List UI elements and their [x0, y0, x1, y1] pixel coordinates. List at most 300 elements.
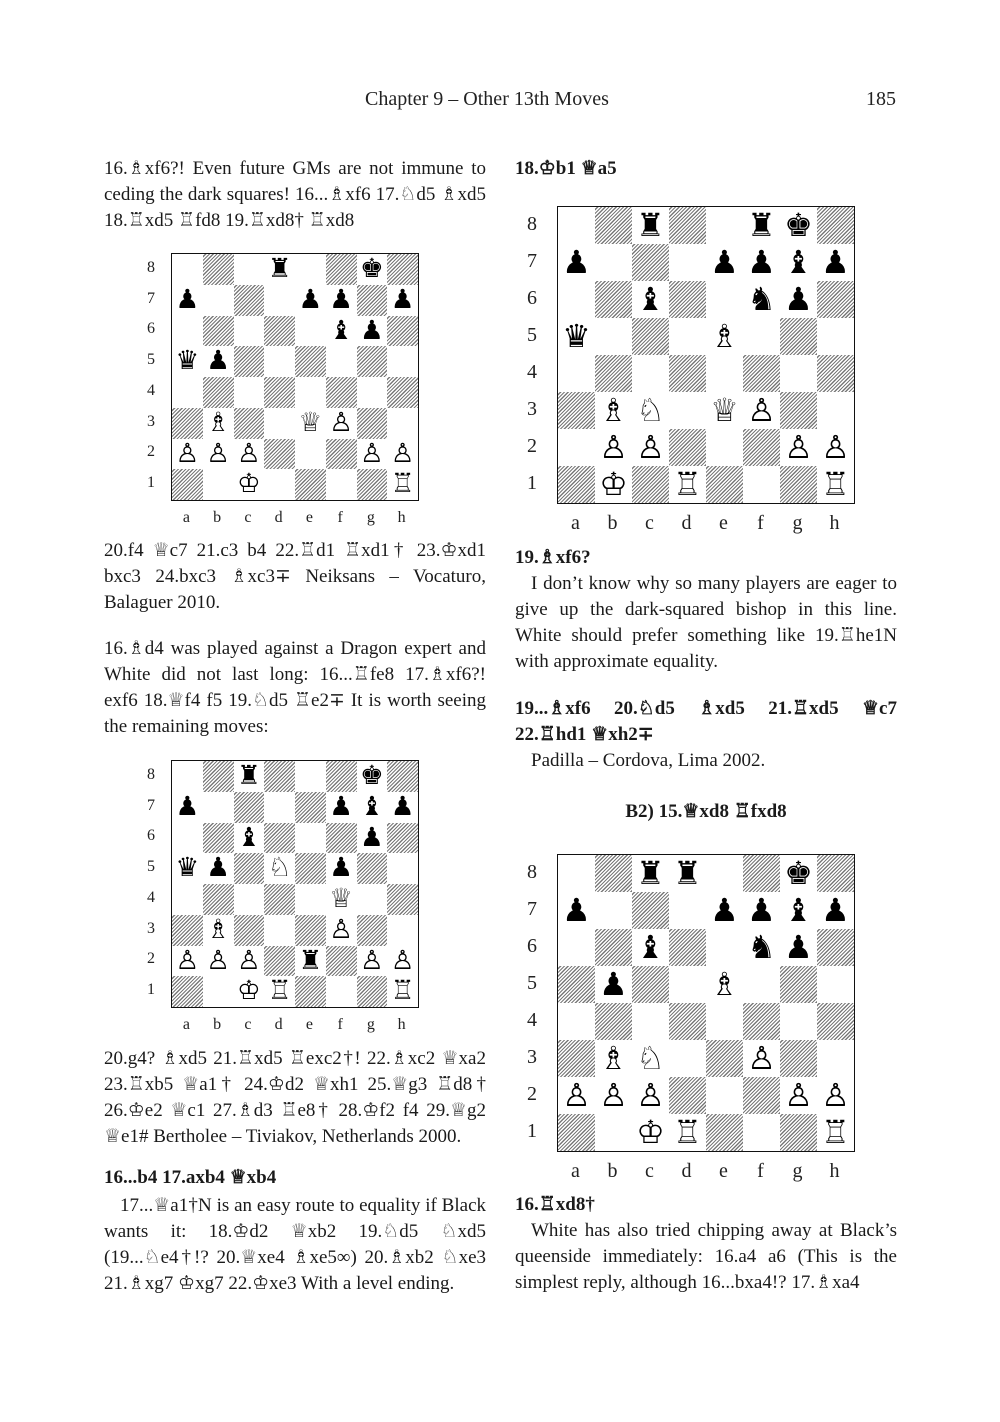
- square-c1: [632, 466, 669, 503]
- rank-label-8: 8: [527, 212, 537, 235]
- file-label-d: d: [274, 509, 283, 526]
- square-b5: [595, 318, 632, 355]
- square-h8: [387, 254, 418, 285]
- square-b7: [595, 244, 632, 281]
- square-g4: [357, 377, 388, 408]
- white-pawn-h2: ♙: [387, 439, 418, 470]
- square-a1: [558, 1114, 595, 1151]
- square-e5: [295, 346, 326, 377]
- white-king-c1: ♔: [234, 976, 265, 1007]
- square-h5: [817, 966, 854, 1003]
- file-label-b: b: [213, 1016, 222, 1033]
- black-bishop-c6: ♝: [632, 929, 669, 966]
- square-d8: [264, 761, 295, 792]
- file-label-e: e: [305, 509, 313, 526]
- square-e3: [295, 915, 326, 946]
- black-pawn-a7: ♟: [172, 285, 203, 316]
- square-f2: [743, 429, 780, 466]
- white-pawn-h2: ♙: [817, 429, 854, 466]
- black-queen-a5: ♛: [172, 853, 203, 884]
- right-paragraph-3: White has also tried chipping away at Black’s queenside immediately: 16.a4 a6 (This is the simplest reply, although 16...bxa4!? 17.♗xa4: [515, 1220, 897, 1293]
- square-e2: [706, 429, 743, 466]
- square-h4: [817, 1003, 854, 1040]
- black-rook-f8: ♜: [743, 207, 780, 244]
- black-rook-c8: ♜: [632, 207, 669, 244]
- square-b4: [203, 377, 234, 408]
- square-d6: [264, 823, 295, 854]
- black-pawn-b5: ♟: [595, 966, 632, 1003]
- black-bishop-f6: ♝: [326, 316, 357, 347]
- white-king-c1: ♔: [234, 469, 265, 500]
- file-label-b: b: [607, 1160, 618, 1182]
- white-pawn-c2: ♙: [234, 439, 265, 470]
- square-b6: [595, 281, 632, 318]
- left-paragraph-2: 20.f4 ♕c7 21.c3 b4 22.♖d1 ♖xd1† 23.♔xd1 bxc3 24.bxc3 ♗xc3∓ Neiksans – Vocaturo, Balaguer 2010.: [104, 540, 486, 613]
- white-king-b1: ♔: [595, 466, 632, 503]
- square-d8: [669, 207, 706, 244]
- square-f1: [743, 1114, 780, 1151]
- white-queen-e3: ♕: [706, 392, 743, 429]
- rank-label-2: 2: [147, 443, 155, 461]
- page-number: 185: [866, 88, 896, 110]
- file-label-c: c: [645, 512, 654, 534]
- white-pawn-b2: ♙: [203, 439, 234, 470]
- white-pawn-b2: ♙: [595, 1077, 632, 1114]
- square-d7: [264, 285, 295, 316]
- square-g3: [780, 392, 817, 429]
- square-d4: [264, 884, 295, 915]
- rank-label-4: 4: [527, 360, 537, 383]
- rank-label-5: 5: [527, 971, 537, 994]
- square-d6: [669, 929, 706, 966]
- square-b4: [595, 1003, 632, 1040]
- square-h6: [387, 316, 418, 347]
- left-paragraph-5: 17...♕a1†N is an easy route to equality if Black wants it: 18.♔d2 ♕xb2 19.♘d5 ♘xd5 (19...♘e4†!? 20.♕xe4 ♗xe5∞) 20.♗xb2 ♘xe3 21.♗xg7 ♔xg7 22.♔xe3 With a level ending.: [104, 1195, 486, 1294]
- square-d7: [669, 244, 706, 281]
- square-a8: [172, 761, 203, 792]
- square-f4: [743, 1003, 780, 1040]
- square-g1: [357, 976, 388, 1007]
- black-pawn-g6: ♟: [357, 823, 388, 854]
- black-queen-a5: ♛: [558, 318, 595, 355]
- square-c7: [234, 792, 265, 823]
- square-d1: [264, 469, 295, 500]
- square-d2: [264, 946, 295, 977]
- chess-diagram-1: [171, 253, 419, 501]
- black-pawn-a7: ♟: [558, 892, 595, 929]
- right-paragraph-2: Padilla – Cordova, Lima 2002.: [531, 750, 766, 771]
- chess-diagram-2: [171, 760, 419, 1008]
- black-rook-c8: ♜: [632, 855, 669, 892]
- rank-label-2: 2: [147, 950, 155, 968]
- white-knight-c3: ♘: [632, 392, 669, 429]
- black-bishop-g7: ♝: [357, 792, 388, 823]
- rank-label-3: 3: [527, 1045, 537, 1068]
- white-pawn-g2: ♙: [780, 429, 817, 466]
- square-b4: [595, 355, 632, 392]
- white-bishop-b3: ♗: [203, 915, 234, 946]
- square-f2: [743, 1077, 780, 1114]
- white-rook-h1: ♖: [817, 466, 854, 503]
- square-e4: [706, 1003, 743, 1040]
- white-bishop-b3: ♗: [595, 1040, 632, 1077]
- file-label-e: e: [719, 1160, 728, 1182]
- square-a6: [558, 929, 595, 966]
- file-label-h: h: [397, 1016, 406, 1033]
- file-label-f: f: [337, 1016, 343, 1033]
- black-pawn-e7: ♟: [706, 244, 743, 281]
- black-pawn-f7: ♟: [326, 792, 357, 823]
- square-a3: [558, 392, 595, 429]
- square-d3: [264, 915, 295, 946]
- square-e4: [295, 377, 326, 408]
- square-f5: [743, 966, 780, 1003]
- square-a6: [172, 316, 203, 347]
- white-pawn-b2: ♙: [203, 946, 234, 977]
- square-e1: [295, 976, 326, 1007]
- file-label-g: g: [792, 1160, 803, 1182]
- file-label-f: f: [757, 512, 764, 534]
- square-c4: [632, 355, 669, 392]
- file-label-g: g: [366, 509, 375, 526]
- square-a1: [172, 469, 203, 500]
- file-label-f: f: [337, 509, 343, 526]
- black-knight-f6: ♞: [743, 281, 780, 318]
- square-d4: [669, 1003, 706, 1040]
- file-label-d: d: [681, 512, 692, 534]
- square-d2: [669, 429, 706, 466]
- rank-label-2: 2: [527, 1082, 537, 1105]
- white-king-c1: ♔: [632, 1114, 669, 1151]
- square-a8: [172, 254, 203, 285]
- file-label-c: c: [244, 509, 252, 526]
- square-b6: [203, 823, 234, 854]
- rank-label-7: 7: [147, 796, 155, 814]
- square-a3: [172, 408, 203, 439]
- square-g4: [780, 1003, 817, 1040]
- white-rook-d1: ♖: [669, 466, 706, 503]
- rank-label-6: 6: [147, 320, 155, 338]
- square-b7: [203, 285, 234, 316]
- square-e2: [706, 1077, 743, 1114]
- black-pawn-b5: ♟: [203, 346, 234, 377]
- square-h3: [817, 392, 854, 429]
- black-pawn-e7: ♟: [295, 285, 326, 316]
- rank-label-6: 6: [527, 934, 537, 957]
- square-h3: [387, 408, 418, 439]
- square-b4: [203, 884, 234, 915]
- rank-label-4: 4: [147, 381, 155, 399]
- square-e8: [295, 254, 326, 285]
- square-b1: [203, 469, 234, 500]
- rank-label-1: 1: [147, 981, 155, 999]
- square-g3: [357, 915, 388, 946]
- white-pawn-g2: ♙: [357, 946, 388, 977]
- black-pawn-g6: ♟: [780, 929, 817, 966]
- rank-label-5: 5: [147, 858, 155, 876]
- square-c5: [632, 966, 669, 1003]
- square-d2: [669, 1077, 706, 1114]
- black-king-g8: ♚: [357, 254, 388, 285]
- square-c6: [234, 316, 265, 347]
- right-heading-2: 19.♗xf6?: [515, 547, 591, 568]
- square-b8: [203, 761, 234, 792]
- file-label-b: b: [607, 512, 618, 534]
- white-pawn-h2: ♙: [817, 1077, 854, 1114]
- square-h4: [817, 355, 854, 392]
- square-e6: [295, 316, 326, 347]
- rank-label-3: 3: [147, 919, 155, 937]
- square-f1: [743, 466, 780, 503]
- right-heading-1: 18.♔b1 ♕a5: [515, 158, 617, 179]
- square-b1: [595, 1114, 632, 1151]
- white-bishop-b3: ♗: [203, 408, 234, 439]
- white-rook-h1: ♖: [817, 1114, 854, 1151]
- square-d5: [669, 966, 706, 1003]
- square-h3: [387, 915, 418, 946]
- square-h5: [387, 346, 418, 377]
- white-rook-d1: ♖: [669, 1114, 706, 1151]
- black-queen-a5: ♛: [172, 346, 203, 377]
- file-label-e: e: [719, 512, 728, 534]
- square-e6: [706, 929, 743, 966]
- square-a5: [558, 966, 595, 1003]
- square-h5: [817, 318, 854, 355]
- square-e1: [706, 1114, 743, 1151]
- square-e6: [706, 281, 743, 318]
- square-c5: [234, 853, 265, 884]
- square-a3: [172, 915, 203, 946]
- square-e8: [295, 761, 326, 792]
- black-pawn-a7: ♟: [172, 792, 203, 823]
- square-f5: [743, 318, 780, 355]
- square-g4: [357, 884, 388, 915]
- square-a6: [172, 823, 203, 854]
- square-d5: [264, 346, 295, 377]
- square-g5: [780, 966, 817, 1003]
- square-h6: [817, 281, 854, 318]
- square-f1: [326, 976, 357, 1007]
- square-g1: [780, 466, 817, 503]
- square-e7: [295, 792, 326, 823]
- white-pawn-b2: ♙: [595, 429, 632, 466]
- square-c4: [234, 884, 265, 915]
- black-pawn-e7: ♟: [706, 892, 743, 929]
- square-c4: [234, 377, 265, 408]
- white-pawn-c2: ♙: [632, 1077, 669, 1114]
- file-label-g: g: [792, 512, 803, 534]
- square-a2: [558, 429, 595, 466]
- square-g5: [357, 853, 388, 884]
- rank-label-4: 4: [147, 888, 155, 906]
- file-label-a: a: [571, 1160, 580, 1182]
- square-f4: [326, 377, 357, 408]
- chapter-title: Chapter 9 – Other 13th Moves: [365, 88, 609, 110]
- white-pawn-f3: ♙: [743, 392, 780, 429]
- square-h3: [817, 1040, 854, 1077]
- file-label-b: b: [213, 509, 222, 526]
- chess-diagram-4: [557, 854, 855, 1152]
- square-c5: [234, 346, 265, 377]
- white-rook-d1: ♖: [264, 976, 295, 1007]
- file-label-h: h: [397, 509, 406, 526]
- square-f4: [743, 355, 780, 392]
- black-king-g8: ♚: [780, 207, 817, 244]
- square-g7: [357, 285, 388, 316]
- square-a1: [172, 976, 203, 1007]
- square-d6: [264, 316, 295, 347]
- black-pawn-h7: ♟: [387, 792, 418, 823]
- black-pawn-g6: ♟: [357, 316, 388, 347]
- white-knight-c3: ♘: [632, 1040, 669, 1077]
- rank-label-1: 1: [527, 471, 537, 494]
- white-pawn-c2: ♙: [632, 429, 669, 466]
- black-pawn-f7: ♟: [326, 285, 357, 316]
- rank-label-8: 8: [147, 765, 155, 783]
- square-d4: [264, 377, 295, 408]
- square-a1: [558, 466, 595, 503]
- white-pawn-a2: ♙: [558, 1077, 595, 1114]
- white-knight-d5: ♘: [264, 853, 295, 884]
- square-f8: [743, 855, 780, 892]
- square-f1: [326, 469, 357, 500]
- black-rook-d8: ♜: [669, 855, 706, 892]
- rank-label-1: 1: [527, 1119, 537, 1142]
- rank-label-5: 5: [527, 323, 537, 346]
- square-b1: [203, 976, 234, 1007]
- black-bishop-g7: ♝: [780, 244, 817, 281]
- square-c7: [632, 892, 669, 929]
- square-d4: [669, 355, 706, 392]
- black-bishop-c6: ♝: [632, 281, 669, 318]
- file-label-c: c: [645, 1160, 654, 1182]
- rank-label-3: 3: [527, 397, 537, 420]
- file-label-e: e: [305, 1016, 313, 1033]
- right-heading-3: 19...♗xf6 20.♘d5 ♗xd5 21.♖xd5 ♕c7 22.♖hd1 ♕xh2∓: [515, 698, 897, 745]
- square-f8: [326, 254, 357, 285]
- file-label-h: h: [829, 512, 840, 534]
- white-pawn-h2: ♙: [387, 946, 418, 977]
- square-b8: [595, 207, 632, 244]
- square-a8: [558, 207, 595, 244]
- square-f2: [326, 439, 357, 470]
- rank-label-4: 4: [527, 1008, 537, 1031]
- file-label-f: f: [757, 1160, 764, 1182]
- white-pawn-g2: ♙: [780, 1077, 817, 1114]
- square-e6: [295, 823, 326, 854]
- right-paragraph-1: I don’t know why so many players are eager to give up the dark-squared bishop in this line. White should prefer something like 19.♖he1N with approximate equality.: [515, 573, 897, 672]
- rank-label-6: 6: [527, 286, 537, 309]
- square-c3: [234, 408, 265, 439]
- left-heading-1: 16...b4 17.axb4 ♕xb4: [104, 1167, 277, 1188]
- square-e8: [706, 855, 743, 892]
- square-e8: [706, 207, 743, 244]
- square-d5: [669, 318, 706, 355]
- white-queen-f4: ♕: [326, 884, 357, 915]
- square-g1: [357, 469, 388, 500]
- square-a4: [558, 1003, 595, 1040]
- black-rook-e2: ♜: [295, 946, 326, 977]
- square-f5: [326, 346, 357, 377]
- square-e4: [295, 884, 326, 915]
- black-pawn-h7: ♟: [817, 244, 854, 281]
- square-b6: [203, 316, 234, 347]
- square-h8: [387, 761, 418, 792]
- file-label-g: g: [366, 1016, 375, 1033]
- black-pawn-f7: ♟: [743, 892, 780, 929]
- square-f8: [326, 761, 357, 792]
- rank-label-7: 7: [147, 289, 155, 307]
- square-b8: [203, 254, 234, 285]
- white-pawn-a2: ♙: [172, 439, 203, 470]
- black-pawn-a7: ♟: [558, 244, 595, 281]
- square-d2: [264, 439, 295, 470]
- square-c5: [632, 318, 669, 355]
- square-e1: [295, 469, 326, 500]
- black-pawn-h7: ♟: [817, 892, 854, 929]
- black-bishop-c6: ♝: [234, 823, 265, 854]
- file-label-a: a: [182, 509, 190, 526]
- square-g3: [780, 1040, 817, 1077]
- square-b7: [203, 792, 234, 823]
- square-a4: [172, 884, 203, 915]
- rank-label-1: 1: [147, 474, 155, 492]
- right-section-heading: B2) 15.♕xd8 ♖fxd8: [625, 801, 787, 822]
- file-label-d: d: [681, 1160, 692, 1182]
- white-bishop-e5: ♗: [706, 966, 743, 1003]
- square-g5: [357, 346, 388, 377]
- black-rook-c8: ♜: [234, 761, 265, 792]
- right-heading-5: 16.♖xd8†: [515, 1194, 595, 1215]
- file-label-a: a: [571, 512, 580, 534]
- square-h4: [387, 884, 418, 915]
- black-pawn-b5: ♟: [203, 853, 234, 884]
- white-pawn-a2: ♙: [172, 946, 203, 977]
- square-d6: [669, 281, 706, 318]
- black-rook-d8: ♜: [264, 254, 295, 285]
- left-paragraph-4: 20.g4? ♗xd5 21.♖xd5 ♖exc2†! 22.♗xc2 ♕xa2 23.♖xb5 ♕a1† 24.♔d2 ♕xh1 25.♕g3 ♖d8† 26.♔e2 ♕c1 27.♗d3 ♖e8† 28.♔f2 f4 29.♕g2 ♕e1# Bertholee – Tiviakov, Netherlands 2000.: [104, 1048, 486, 1147]
- white-queen-e3: ♕: [295, 408, 326, 439]
- square-b7: [595, 892, 632, 929]
- black-bishop-g7: ♝: [780, 892, 817, 929]
- square-h8: [817, 855, 854, 892]
- square-a3: [558, 1040, 595, 1077]
- square-d3: [669, 392, 706, 429]
- square-a4: [172, 377, 203, 408]
- black-king-g8: ♚: [357, 761, 388, 792]
- left-paragraph-1: 16.♗xf6?! Even future GMs are not immune to ceding the dark squares! 16...♗xf6 17.♘d5 ♗xd5 18.♖xd5 ♖fd8 19.♖xd8† ♖xd8: [104, 158, 486, 231]
- black-pawn-h7: ♟: [387, 285, 418, 316]
- white-pawn-f3: ♙: [326, 915, 357, 946]
- chess-diagram-3: [557, 206, 855, 504]
- black-pawn-f7: ♟: [743, 244, 780, 281]
- square-e2: [295, 439, 326, 470]
- rank-label-5: 5: [147, 351, 155, 369]
- black-knight-f6: ♞: [743, 929, 780, 966]
- rank-label-3: 3: [147, 412, 155, 430]
- square-a8: [558, 855, 595, 892]
- square-c7: [632, 244, 669, 281]
- white-bishop-b3: ♗: [595, 392, 632, 429]
- square-f6: [326, 823, 357, 854]
- square-a4: [558, 355, 595, 392]
- rank-label-2: 2: [527, 434, 537, 457]
- black-pawn-f5: ♟: [326, 853, 357, 884]
- rank-label-8: 8: [147, 258, 155, 276]
- file-label-d: d: [274, 1016, 283, 1033]
- square-g4: [780, 355, 817, 392]
- white-pawn-f3: ♙: [743, 1040, 780, 1077]
